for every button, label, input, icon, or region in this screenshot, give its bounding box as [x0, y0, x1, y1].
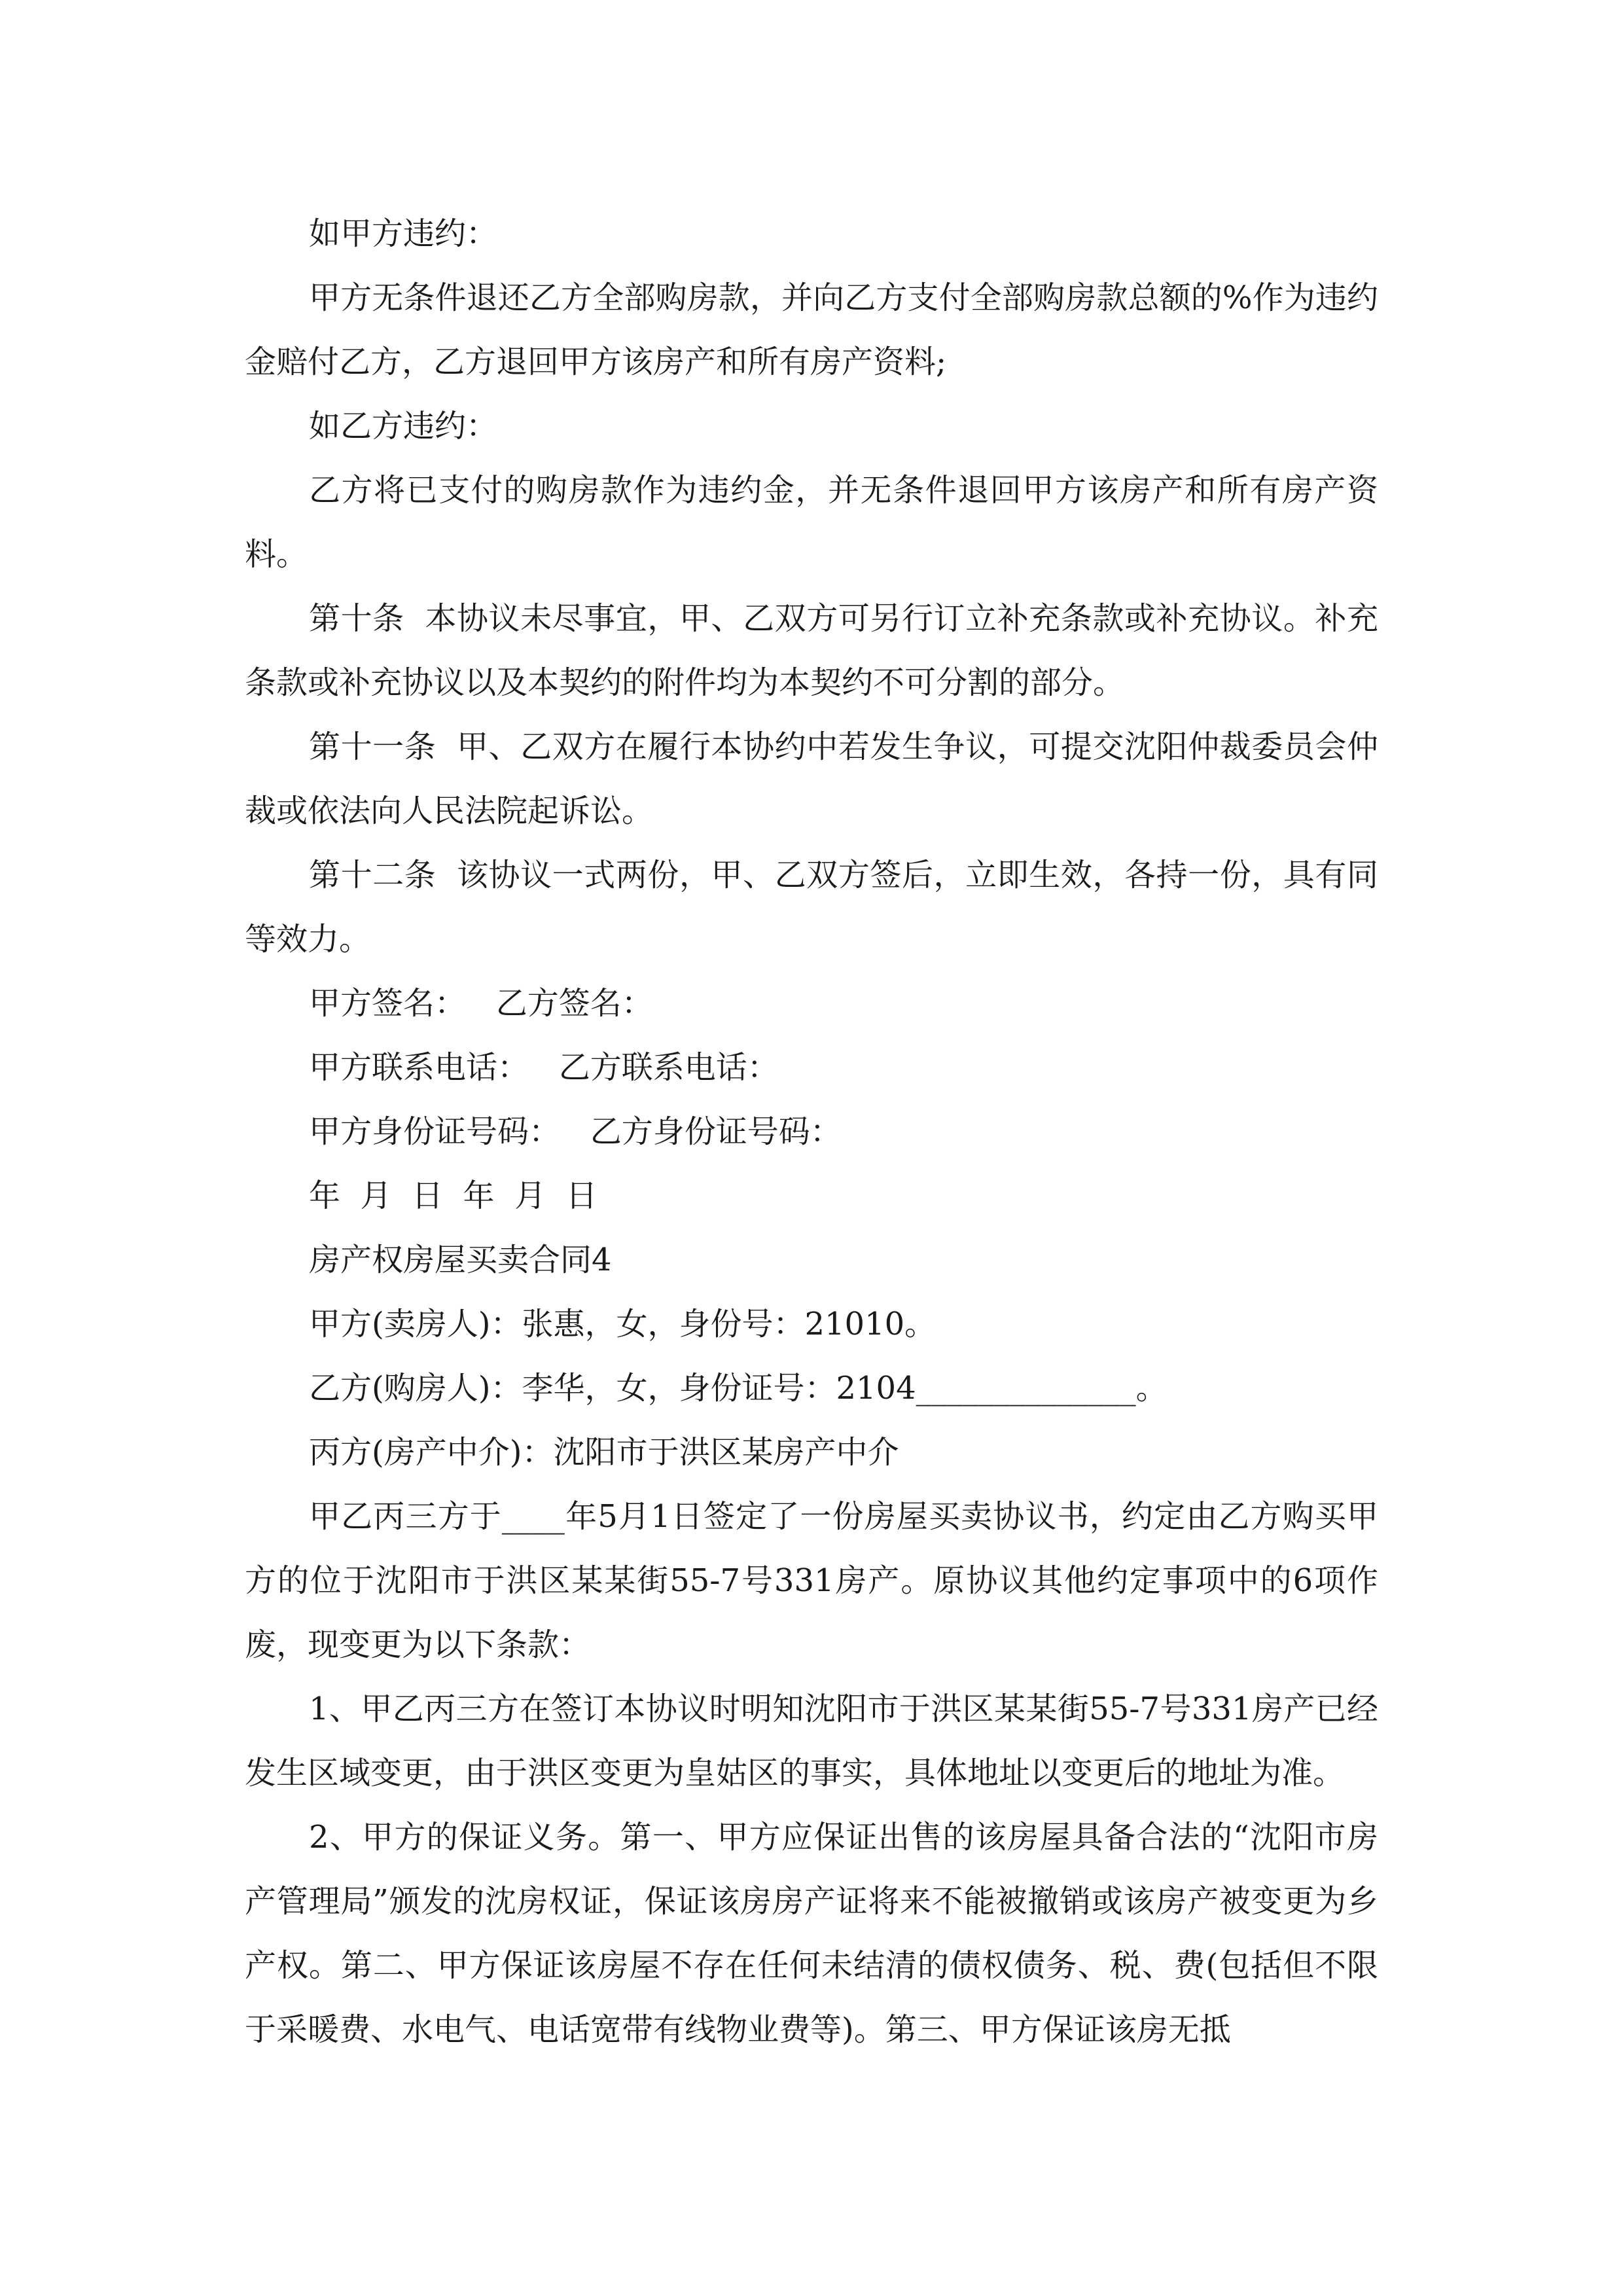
party-c-agent: 丙方(房产中介)：沈阳市于洪区某房产中介 — [309, 1434, 899, 1471]
phone-line: 甲方联系电话： 乙方联系电话： — [309, 1049, 779, 1086]
party-b-buyer: 乙方(购房人)：李华，女，身份证号：2104______________。 — [309, 1370, 1168, 1407]
id-number-line: 甲方身份证号码： 乙方身份证号码： — [309, 1113, 842, 1150]
contract-title: 房产权房屋买卖合同4 — [309, 1242, 612, 1278]
paragraph-breach-party-b: 如乙方违约： — [309, 408, 498, 444]
date-line: 年 月 日 年 月 日 — [309, 1177, 597, 1214]
paragraph-clause-2: 2、甲方的保证义务。第一、甲方应保证出售的该房屋具备合法的“沈阳市房产管理局”颁发的沈房权证，保证该房房产证将来不能被撤销或该房产被变更为乡产权。第二、甲方保证该房屋不存在任何未结清的债权债务、税、费(包括但不限于采暖费、水电气、电话宽带有线物业费等)。第三、甲方保证该房无抵 — [245, 1819, 1378, 2048]
paragraph-preamble: 甲乙丙三方于____年5月1日签定了一份房屋买卖协议书，约定由乙方购买甲方的位于沈阳市于洪区某某街55-7号331房产。原协议其他约定事项中的6项作废，现变更为以下条款： — [245, 1498, 1378, 1663]
paragraph-party-b-forfeit: 乙方将已支付的购房款作为违约金，并无条件退回甲方该房产和所有房产资料。 — [245, 472, 1378, 573]
party-a-seller: 甲方(卖房人)：张惠，女，身份号：21010。 — [309, 1306, 936, 1342]
signature-line: 甲方签名： 乙方签名： — [309, 985, 653, 1022]
paragraph-breach-party-a: 如甲方违约： — [309, 215, 498, 252]
paragraph-article-12: 第十二条 该协议一式两份，甲、乙双方签后，立即生效，各持一份，具有同等效力。 — [245, 857, 1378, 958]
paragraph-clause-1: 1、甲乙丙三方在签订本协议时明知沈阳市于洪区某某街55-7号331房产已经发生区域变更，由于洪区变更为皇姑区的事实，具体地址以变更后的地址为准。 — [245, 1691, 1378, 1791]
paragraph-article-10: 第十条 本协议未尽事宜，甲、乙双方可另行订立补充条款或补充协议。补充条款或补充协议以及本契约的附件均为本契约不可分割的部分。 — [245, 600, 1378, 701]
document-body — [245, 202, 1378, 2062]
paragraph-article-11: 第十一条 甲、乙双方在履行本协约中若发生争议，可提交沈阳仲裁委员会仲裁或依法向人民法院起诉讼。 — [245, 728, 1378, 829]
paragraph-party-a-refund: 甲方无条件退还乙方全部购房款，并向乙方支付全部购房款总额的%作为违约金赔付乙方，乙方退回甲方该房产和所有房产资料; — [245, 279, 1378, 380]
